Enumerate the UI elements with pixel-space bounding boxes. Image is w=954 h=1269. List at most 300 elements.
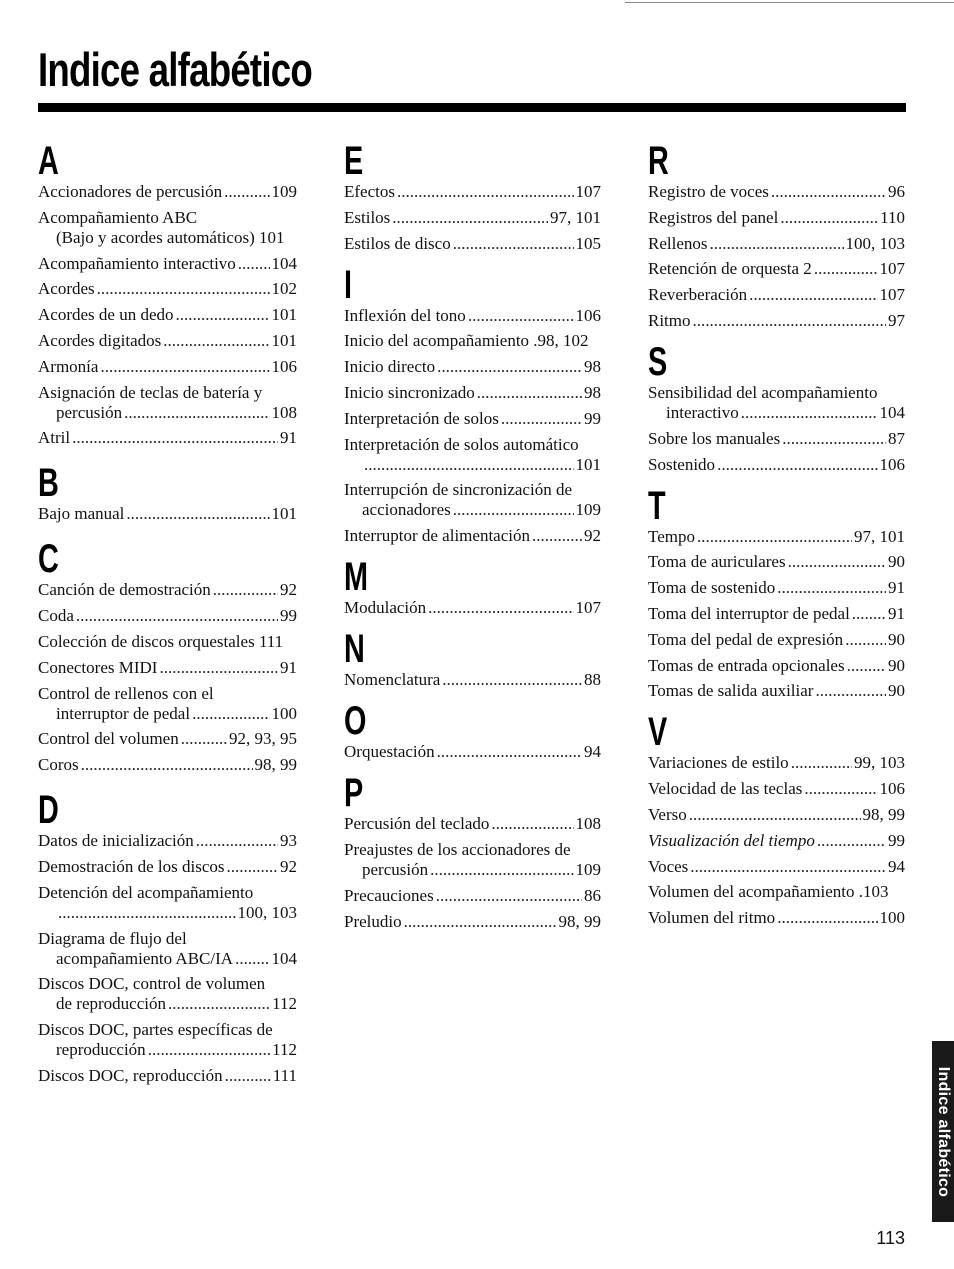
entry-text: Ritmo	[648, 310, 691, 330]
entry-text: Velocidad de las teclas	[648, 779, 803, 799]
entry-text: Preajustes de los accionadores de	[344, 839, 571, 859]
entry-page: 100	[879, 908, 905, 928]
entry-line	[344, 435, 601, 455]
section-letter: A	[38, 139, 59, 183]
index-column-1	[38, 140, 297, 1092]
entry-page: 107	[879, 259, 905, 279]
dot-leader	[437, 357, 582, 377]
dot-leader	[176, 305, 270, 325]
entry-line	[648, 234, 905, 254]
top-border-line	[625, 2, 954, 3]
entry-text: Tempo	[648, 526, 695, 546]
index-entry	[38, 658, 297, 678]
title-rule	[38, 103, 906, 112]
entry-line	[38, 704, 297, 724]
entry-line	[38, 1020, 297, 1040]
entry-text: Diagrama de flujo del	[38, 928, 187, 948]
entry-line	[38, 305, 297, 325]
entry-line	[344, 383, 601, 403]
entry-line	[344, 814, 601, 834]
dot-leader	[181, 729, 227, 749]
entry-page: 86	[584, 885, 601, 905]
dot-leader	[788, 552, 886, 572]
dot-leader	[741, 403, 878, 423]
entry-text: Volumen del acompañamiento .103	[648, 882, 889, 902]
entry-line	[38, 658, 297, 678]
dot-leader	[227, 857, 279, 877]
entry-line	[648, 182, 905, 202]
entry-line	[648, 259, 905, 279]
entry-line	[648, 527, 905, 547]
entry-text: Tomas de entrada opcionales	[648, 655, 845, 675]
entry-line	[38, 208, 297, 228]
entry-line	[344, 306, 601, 326]
index-entry	[648, 455, 905, 475]
entry-line	[344, 208, 601, 228]
entry-line	[648, 429, 905, 449]
entry-line	[648, 383, 905, 403]
entry-text: percusión	[362, 859, 429, 879]
entry-page: 102	[271, 279, 297, 299]
entry-text: Tomas de salida auxiliar	[648, 681, 814, 701]
entry-text: Modulación	[344, 598, 427, 618]
entry-page: 98, 99	[862, 804, 905, 824]
entry-page: 92	[280, 856, 297, 876]
entry-line	[38, 632, 297, 652]
side-tab-label: Indice alfabético	[935, 1066, 952, 1197]
entry-page: 96	[888, 182, 905, 201]
entry-text: Nomenclatura	[344, 670, 441, 690]
entry-text: Volumen del ritmo	[648, 908, 776, 928]
entry-text: Precauciones	[344, 885, 434, 905]
entry-page: 112	[272, 1040, 297, 1060]
dot-leader	[224, 182, 269, 202]
entry-page: 107	[575, 598, 601, 618]
entry-text: Inicio directo	[344, 357, 436, 377]
entry-text: Inicio sincronizado	[344, 382, 475, 402]
dot-leader	[501, 409, 582, 429]
dot-leader	[168, 994, 270, 1014]
dot-leader	[815, 681, 886, 701]
entry-line	[648, 805, 905, 825]
index-entry	[38, 929, 297, 969]
entry-line	[38, 403, 297, 423]
entry-page: 100	[271, 703, 297, 723]
entry-text: Atril	[38, 428, 71, 448]
entry-page: 106	[879, 454, 905, 474]
entry-line	[344, 912, 601, 932]
entry-line	[344, 840, 601, 860]
index-entry	[648, 208, 905, 228]
entry-text: Coda	[38, 606, 74, 626]
dot-leader	[397, 182, 574, 202]
index-entry	[38, 305, 297, 325]
dot-leader	[814, 259, 878, 279]
entry-line	[38, 580, 297, 600]
dot-leader	[771, 182, 886, 202]
index-entry	[648, 681, 905, 701]
index-entry	[648, 578, 905, 598]
entry-page: 98, 99	[254, 755, 297, 775]
entry-line	[38, 929, 297, 949]
entry-text: Discos DOC, reproducción	[38, 1065, 223, 1085]
entry-page: 99	[280, 606, 297, 626]
entry-line	[648, 857, 905, 877]
entry-text: de reproducción	[56, 994, 166, 1014]
entry-text: Accionadores de percusión	[38, 182, 223, 201]
entry-page: 90	[888, 681, 905, 701]
index-column-2	[344, 140, 601, 937]
section-letter: D	[38, 788, 59, 833]
entry-text: Interruptor de alimentación	[344, 526, 530, 546]
dot-leader	[710, 234, 844, 254]
entry-line	[38, 606, 297, 626]
dot-leader	[235, 949, 269, 969]
section-letter: C	[38, 537, 59, 582]
dot-leader	[428, 598, 573, 618]
entry-page: 110	[880, 207, 905, 227]
index-section	[344, 772, 601, 931]
entry-line	[344, 742, 601, 762]
index-entry	[38, 504, 297, 524]
index-entry	[344, 526, 601, 546]
index-section	[38, 789, 297, 1086]
dot-leader	[58, 903, 236, 923]
dot-leader	[148, 1040, 270, 1060]
entry-line	[38, 228, 297, 248]
entry-text: Preludio	[344, 911, 402, 931]
entry-line	[648, 311, 905, 331]
dot-leader	[213, 580, 278, 600]
index-entry	[648, 630, 905, 650]
section-letter: E	[344, 139, 364, 183]
entry-line	[344, 480, 601, 500]
dot-leader	[159, 658, 278, 678]
entry-page: 94	[888, 856, 905, 876]
index-entry	[38, 428, 297, 448]
entry-text: reproducción	[56, 1040, 146, 1060]
entry-line	[38, 974, 297, 994]
index-entry	[648, 656, 905, 676]
index-entry	[38, 755, 297, 775]
dot-leader	[97, 279, 270, 299]
entry-text: Armonía	[38, 356, 99, 376]
index-entry	[344, 331, 601, 351]
entry-line	[344, 409, 601, 429]
entry-line	[38, 755, 297, 775]
entry-text: (Bajo y acordes automáticos) 101	[56, 227, 285, 247]
index-section	[38, 140, 297, 448]
dot-leader	[468, 306, 574, 326]
index-entry	[38, 580, 297, 600]
dot-leader	[845, 630, 886, 650]
entry-text: Interpretación de solos automático	[344, 434, 579, 454]
entry-text: Interrupción de sincronización de	[344, 480, 572, 500]
index-entry	[38, 357, 297, 377]
entry-line	[38, 254, 297, 274]
entry-text: acompañamiento ABC/IA	[56, 948, 234, 968]
entry-line	[344, 331, 601, 351]
entry-page: 87	[888, 428, 905, 448]
entry-page: 109	[575, 859, 601, 879]
index-entry	[344, 409, 601, 429]
entry-line	[38, 182, 297, 202]
entry-page: 109	[575, 500, 601, 520]
entry-line	[648, 403, 905, 423]
entry-line	[344, 500, 601, 520]
entry-text: Canción de demostración	[38, 580, 211, 600]
index-entry	[38, 606, 297, 626]
index-entry	[648, 604, 905, 624]
section-letter: T	[648, 483, 666, 528]
dot-leader	[436, 886, 582, 906]
index-entry	[648, 882, 905, 902]
dot-leader	[689, 805, 861, 825]
dot-leader	[72, 428, 278, 448]
dot-leader	[437, 742, 582, 762]
entry-page: 104	[271, 253, 297, 273]
section-letter: N	[344, 627, 365, 672]
entry-text: Acordes digitados	[38, 330, 162, 350]
entry-line	[648, 656, 905, 676]
entry-line	[648, 831, 905, 851]
index-entry	[344, 840, 601, 880]
index-entry	[648, 908, 905, 928]
entry-line	[38, 1040, 297, 1060]
entry-line	[38, 729, 297, 749]
dot-leader	[196, 831, 278, 851]
entry-text: Demostración de los discos	[38, 856, 225, 876]
section-letter: B	[38, 461, 59, 506]
section-letter: I	[344, 262, 353, 307]
entry-line	[38, 383, 297, 403]
entry-text: Sensibilidad del acompañamiento	[648, 382, 878, 402]
index-column-3	[648, 140, 905, 934]
dot-leader	[777, 908, 877, 928]
entry-text: Variaciones de estilo	[648, 753, 789, 773]
entry-text: Colección de discos orquestales 111	[38, 631, 284, 651]
index-entry	[38, 1066, 297, 1086]
index-section	[344, 140, 601, 254]
index-entry	[344, 670, 601, 690]
entry-text: Detención del acompañamiento	[38, 882, 254, 902]
index-entry	[344, 912, 601, 932]
entry-page: 94	[584, 742, 601, 762]
entry-text: Toma de auriculares	[648, 552, 786, 572]
index-section	[344, 264, 601, 547]
dot-leader	[453, 234, 574, 254]
section-letter: R	[648, 139, 669, 183]
entry-page: 101	[575, 454, 601, 474]
entry-line	[648, 552, 905, 572]
index-entry	[648, 805, 905, 825]
section-letter: S	[648, 339, 668, 384]
entry-text: Voces	[648, 856, 689, 876]
entry-text: Rellenos	[648, 233, 708, 253]
entry-text: Estilos	[344, 207, 391, 227]
index-section	[38, 462, 297, 524]
entry-page: 104	[271, 948, 297, 968]
entry-text: Interpretación de solos	[344, 408, 499, 428]
entry-page: 98	[584, 382, 601, 402]
entry-text: Coros	[38, 755, 79, 775]
index-entry	[344, 306, 601, 326]
entry-line	[648, 753, 905, 773]
entry-page: 91	[888, 578, 905, 598]
entry-text: Inflexión del tono	[344, 305, 466, 325]
entry-text: Bajo manual	[38, 504, 125, 524]
entry-page: 93	[280, 831, 297, 851]
dot-leader	[717, 455, 877, 475]
dot-leader	[442, 670, 582, 690]
entry-text: Visualización del tiempo	[648, 830, 815, 850]
entry-page: 111	[272, 1065, 297, 1085]
dot-leader	[852, 604, 886, 624]
dot-leader	[81, 755, 253, 775]
entry-text: Discos DOC, control de volumen	[38, 974, 266, 994]
index-entry	[344, 742, 601, 762]
entry-line	[648, 630, 905, 650]
entry-text: interruptor de pedal	[56, 703, 191, 723]
entry-line	[344, 598, 601, 618]
entry-text: Discos DOC, partes específicas de	[38, 1020, 273, 1040]
dot-leader	[163, 331, 269, 351]
dot-leader	[777, 578, 886, 598]
entry-page: 106	[879, 779, 905, 799]
entry-text: Inicio del acompañamiento .98, 102	[344, 331, 589, 351]
entry-line	[38, 279, 297, 299]
entry-text: Control del volumen	[38, 729, 179, 749]
index-entry	[648, 285, 905, 305]
section-letter: M	[344, 555, 368, 600]
dot-leader	[238, 254, 270, 274]
entry-page: 108	[575, 814, 601, 834]
dot-leader	[690, 857, 886, 877]
section-letter: V	[648, 710, 668, 755]
entry-page: 91	[280, 657, 297, 677]
entry-page: 106	[575, 305, 601, 325]
index-entry	[38, 857, 297, 877]
entry-text: Estilos de disco	[344, 233, 451, 253]
entry-text: Reverberación	[648, 285, 748, 305]
entry-page: 90	[888, 655, 905, 675]
index-entry	[648, 234, 905, 254]
entry-line	[344, 455, 601, 475]
dot-leader	[364, 455, 574, 475]
dot-leader	[392, 208, 548, 228]
entry-text: Retención de orquesta 2	[648, 259, 812, 279]
entry-text: Toma del pedal de expresión	[648, 629, 844, 649]
page-title: Indice alfabético	[38, 43, 312, 96]
index-section	[38, 538, 297, 775]
entry-line	[38, 883, 297, 903]
index-section	[648, 485, 905, 702]
entry-line	[344, 886, 601, 906]
entry-page: 100, 103	[237, 902, 297, 922]
entry-page: 101	[271, 330, 297, 350]
entry-line	[38, 857, 297, 877]
entry-text: Percusión del teclado	[344, 814, 490, 834]
entry-text: Acordes	[38, 279, 95, 299]
entry-text: interactivo	[666, 402, 739, 422]
entry-page: 97, 101	[550, 207, 601, 227]
entry-page: 109	[271, 182, 297, 201]
entry-line	[648, 604, 905, 624]
entry-text: Sobre los manuales	[648, 428, 781, 448]
dot-leader	[532, 526, 582, 546]
index-entry	[648, 857, 905, 877]
dot-leader	[225, 1066, 271, 1086]
entry-page: 107	[879, 285, 905, 305]
entry-page: 101	[271, 504, 297, 524]
entry-text: Asignación de teclas de batería y	[38, 382, 263, 402]
entry-page: 112	[272, 994, 297, 1014]
side-tab	[932, 1041, 954, 1222]
dot-leader	[430, 860, 573, 880]
index-entry	[38, 182, 297, 202]
entry-page: 97	[888, 310, 905, 330]
index-entry	[648, 552, 905, 572]
dot-leader	[124, 403, 269, 423]
entry-line	[648, 681, 905, 701]
dot-leader	[76, 606, 278, 626]
entry-text: Registro de voces	[648, 182, 769, 201]
entry-line	[648, 455, 905, 475]
entry-text: accionadores	[362, 500, 451, 520]
entry-page: 92, 93, 95	[229, 729, 297, 749]
index-entry	[648, 779, 905, 799]
entry-text: Toma de sostenido	[648, 578, 776, 598]
dot-leader	[749, 285, 877, 305]
entry-text: Verso	[648, 804, 687, 824]
index-entry	[38, 974, 297, 1014]
index-entry	[344, 383, 601, 403]
entry-text: Sostenido	[648, 454, 716, 474]
index-entry	[648, 383, 905, 423]
index-entry	[344, 435, 601, 475]
entry-page: 98	[584, 357, 601, 377]
entry-page: 104	[879, 402, 905, 422]
entry-text: Registros del panel	[648, 207, 779, 227]
entry-line	[38, 428, 297, 448]
entry-page: 88	[584, 670, 601, 690]
index-entry	[344, 182, 601, 202]
entry-page: 99, 103	[854, 753, 905, 773]
entry-page: 97, 101	[854, 526, 905, 546]
dot-leader	[693, 311, 886, 331]
index-section	[648, 711, 905, 928]
entry-line	[344, 670, 601, 690]
index-entry	[344, 234, 601, 254]
index-entry	[38, 684, 297, 724]
index-entry	[648, 182, 905, 202]
page-number: 113	[876, 1228, 905, 1248]
entry-line	[38, 949, 297, 969]
index-entry	[344, 480, 601, 520]
entry-line	[344, 860, 601, 880]
entry-line	[344, 234, 601, 254]
dot-leader	[847, 656, 886, 676]
section-letter: P	[344, 771, 364, 816]
dot-leader	[453, 500, 574, 520]
entry-line	[648, 208, 905, 228]
index-entry	[648, 311, 905, 331]
index-entry	[38, 831, 297, 851]
section-letter: O	[344, 699, 367, 744]
entry-page: 99	[584, 408, 601, 428]
dot-leader	[477, 383, 582, 403]
entry-text: Datos de inicialización	[38, 831, 194, 851]
